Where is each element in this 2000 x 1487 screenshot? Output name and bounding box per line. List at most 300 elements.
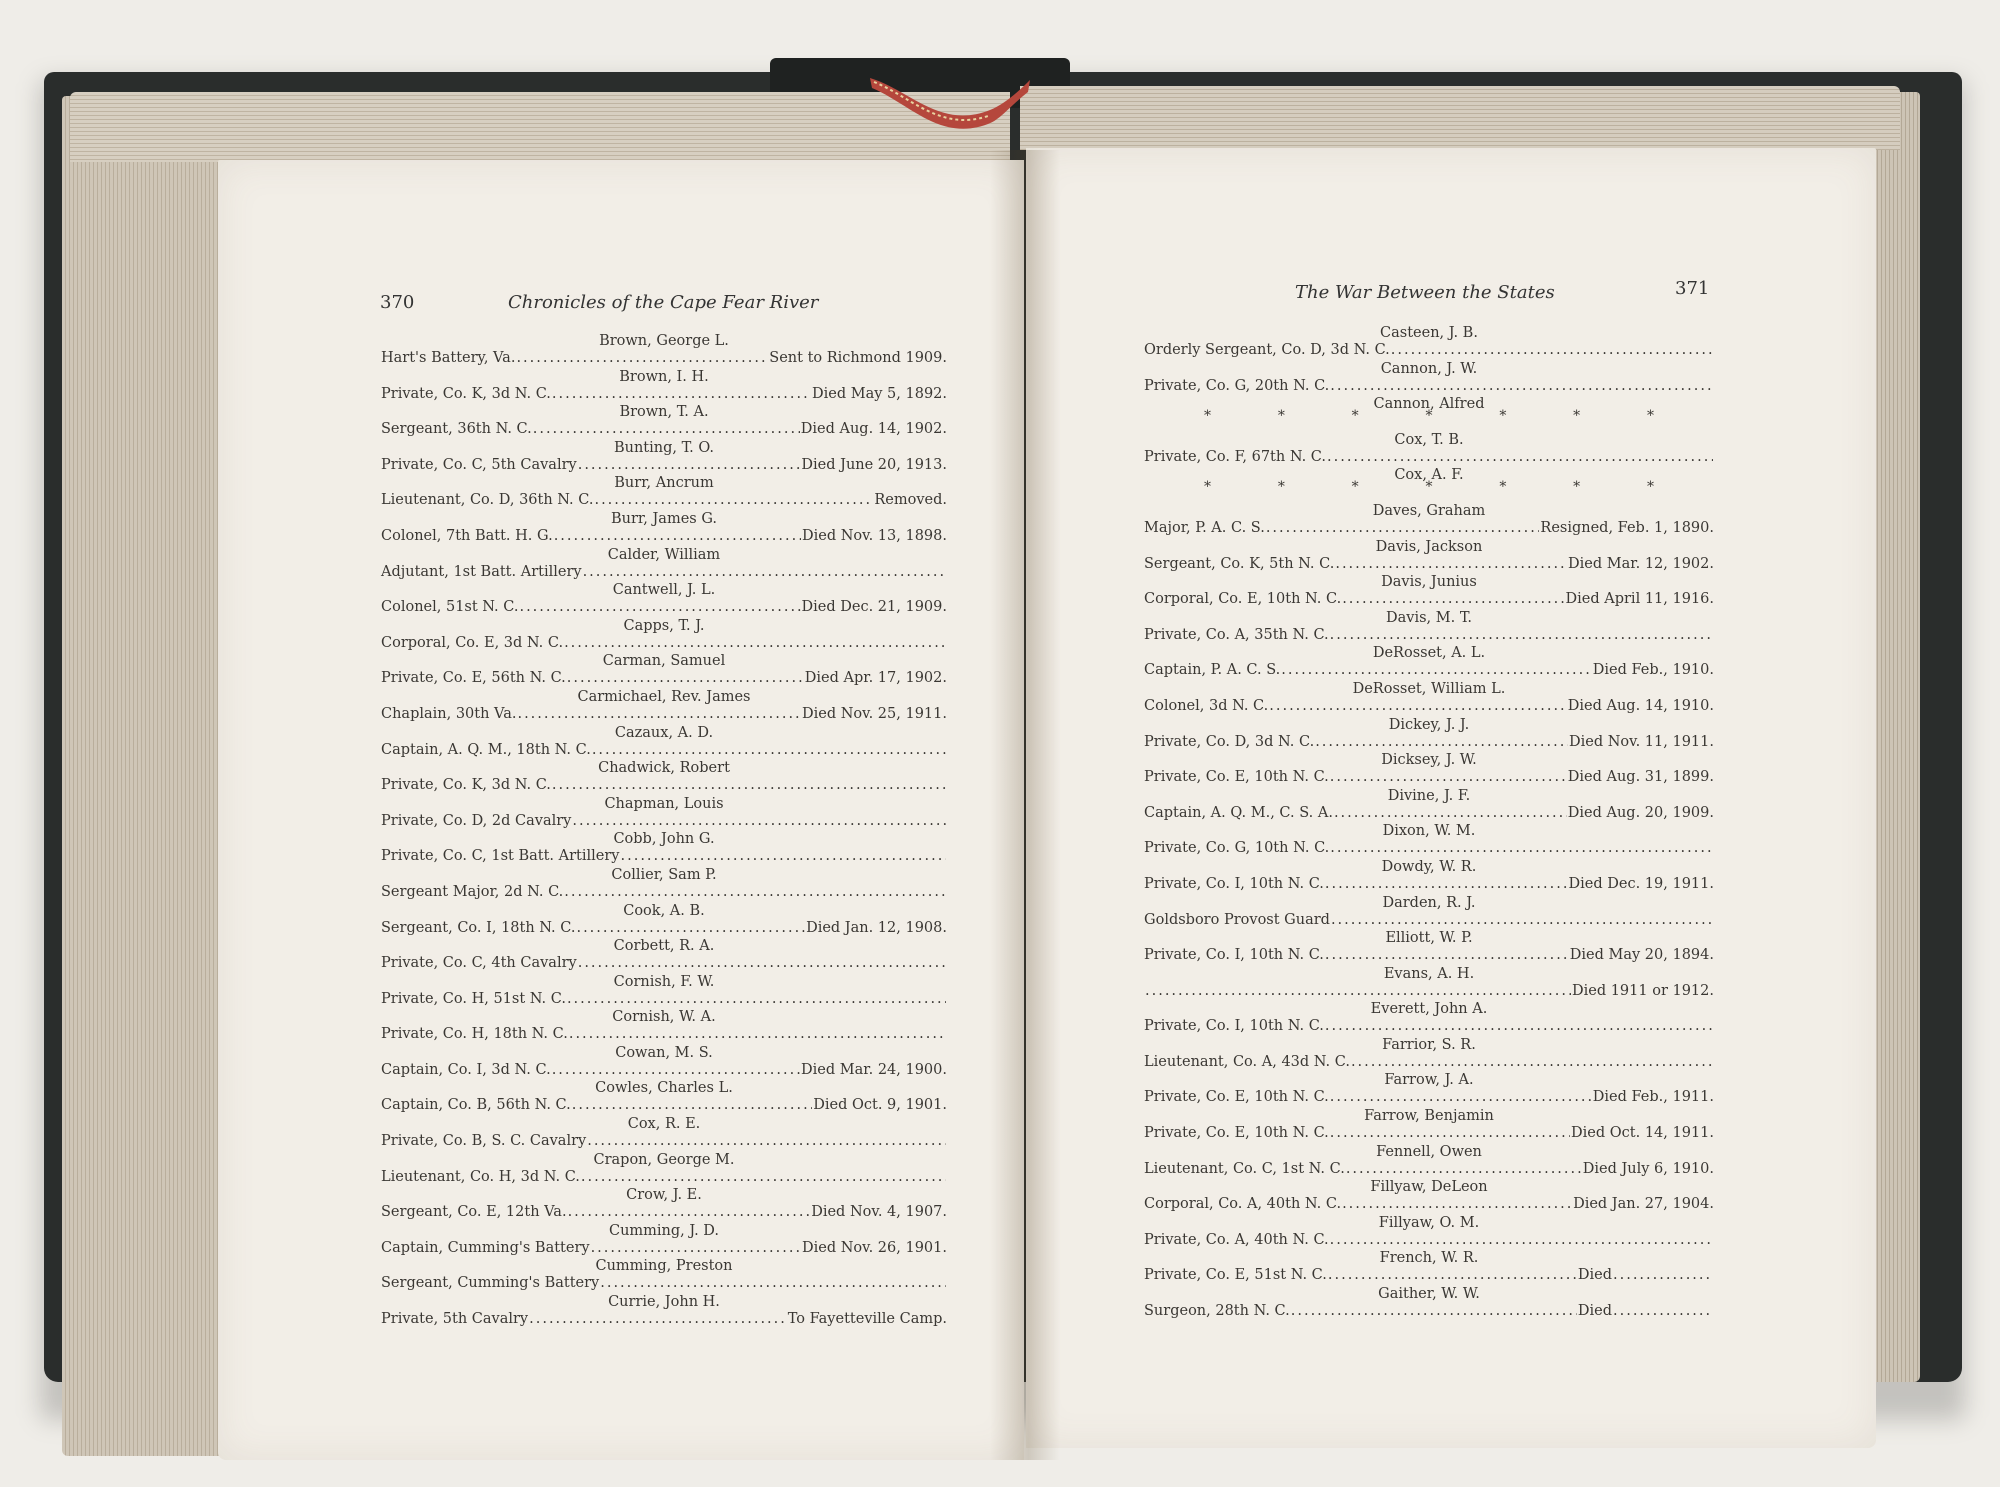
roster-entry	[381, 332, 947, 368]
soldier-name: Burr, James G.	[611, 510, 717, 527]
service-line	[381, 527, 947, 545]
dot-leader	[517, 705, 801, 723]
soldier-name: Dicksey, J. W.	[1381, 752, 1477, 769]
roster-entry	[1144, 1178, 1714, 1214]
roster-entry	[381, 688, 947, 724]
status-text: Died Feb., 1910.	[1592, 662, 1714, 679]
unit-rank: Private, Co. I, 10th N. C.	[1144, 875, 1324, 892]
status-text: Died Aug. 14, 1902.	[800, 421, 947, 438]
unit-rank: Captain, P. A. C. S.	[1144, 662, 1281, 679]
service-line	[1144, 448, 1714, 466]
roster-entry	[381, 1186, 947, 1222]
unit-rank: Private, Co. K, 3d N. C.	[381, 777, 551, 794]
asterisk: *	[1646, 479, 1654, 496]
dot-leader	[1613, 1302, 1713, 1320]
asterisk: *	[1499, 479, 1507, 496]
dot-leader	[587, 1132, 946, 1150]
dot-leader	[516, 349, 768, 367]
soldier-name: Cowan, M. S.	[615, 1044, 713, 1061]
asterisk: *	[1351, 408, 1359, 425]
roster-entry	[1144, 1285, 1714, 1321]
dot-leader	[1269, 697, 1567, 715]
unit-rank: Sergeant, Co. I, 18th N. C.	[381, 919, 576, 936]
dot-leader	[1315, 733, 1568, 751]
soldier-name: Gaither, W. W.	[1378, 1286, 1480, 1303]
status-text: Died Nov. 26, 1901.	[801, 1239, 947, 1256]
status-text: Died Oct. 14, 1911.	[1571, 1125, 1714, 1142]
unit-rank: Private, Co. H, 51st N. C.	[381, 990, 566, 1007]
soldier-name: French, W. R.	[1379, 1250, 1479, 1267]
roster-entry	[1144, 822, 1714, 858]
unit-rank: Adjutant, 1st Batt. Artillery	[381, 563, 582, 580]
dot-leader	[583, 563, 946, 581]
service-line	[381, 456, 947, 474]
roster-entry	[1144, 1249, 1714, 1285]
unit-rank: Lieutenant, Co. H, 3d N. C.	[381, 1168, 580, 1185]
left-running-title: Chronicles of the Cape Fear River	[508, 292, 819, 313]
asterisk: *	[1351, 479, 1359, 496]
soldier-name: Cox, A. F.	[1394, 467, 1464, 484]
status-text: To Fayetteville Camp.	[787, 1311, 947, 1328]
soldier-name: Cornish, F. W.	[613, 973, 715, 990]
dot-leader	[1346, 1160, 1582, 1178]
unit-rank: Lieutenant, Co. C, 1st N. C.	[1144, 1160, 1345, 1177]
status-text: Died Nov. 11, 1911.	[1568, 733, 1714, 750]
dot-leader	[568, 1203, 811, 1221]
service-line	[381, 1132, 947, 1150]
unit-rank: Hart's Battery, Va.	[381, 350, 516, 366]
soldier-name: Carman, Samuel	[602, 653, 726, 670]
roster-entry	[1144, 1000, 1714, 1036]
service-line	[381, 1310, 947, 1328]
status-text: Died Jan. 12, 1908.	[806, 919, 947, 936]
status-text: Died May 20, 1894.	[1569, 947, 1714, 964]
status-text: Died June 20, 1913.	[801, 456, 947, 473]
unit-rank: Surgeon, 28th N. C.	[1144, 1303, 1290, 1320]
roster-entry	[1144, 502, 1714, 538]
unit-rank: Private, Co. K, 3d N. C.	[381, 385, 551, 402]
soldier-name: Davis, Junius	[1381, 574, 1477, 591]
service-line	[381, 883, 947, 901]
dot-leader	[1351, 1053, 1713, 1071]
status-text: Died Dec. 21, 1909.	[801, 599, 947, 616]
dot-leader	[1281, 661, 1592, 679]
dot-leader	[1330, 1231, 1713, 1249]
soldier-name: Burr, Ancrum	[614, 475, 714, 492]
unit-rank: Colonel, 7th Batt. H. G.	[381, 527, 553, 544]
soldier-name: Bunting, T. O.	[613, 439, 715, 456]
service-line	[1144, 1017, 1714, 1035]
dot-leader	[1145, 982, 1571, 1000]
soldier-name: Carmichael, Rev. James	[577, 688, 751, 705]
service-line	[1144, 875, 1714, 893]
dot-leader	[519, 598, 800, 616]
roster-entry	[381, 830, 947, 866]
unit-rank: Captain, Co. I, 3d N. C.	[381, 1061, 551, 1078]
roster-entry	[381, 866, 947, 902]
soldier-name: Casteen, J. B.	[1380, 325, 1478, 341]
asterisk: *	[1425, 479, 1433, 496]
unit-rank: Private, Co. C, 1st Batt. Artillery	[381, 848, 620, 865]
unit-rank: Corporal, Co. E, 10th N. C.	[1144, 591, 1342, 608]
soldier-name: Davis, Jackson	[1375, 538, 1483, 555]
soldier-name: Chapman, Louis	[604, 795, 724, 812]
roster-entry	[381, 617, 947, 653]
unit-rank: Captain, A. Q. M., C. S. A.	[1144, 804, 1333, 821]
status-text: Died	[1577, 1267, 1612, 1284]
soldier-name: Divine, J. F.	[1387, 787, 1471, 804]
unit-rank: Orderly Sergeant, Co. D, 3d N. C.	[1144, 342, 1390, 358]
status-text: Died 1911 or 1912.	[1571, 982, 1714, 999]
dot-leader	[1330, 1124, 1570, 1142]
service-line	[1144, 341, 1714, 359]
dot-leader	[1613, 1266, 1713, 1284]
soldier-name: Farrior, S. R.	[1382, 1036, 1476, 1053]
status-text: Died Nov. 25, 1911.	[801, 705, 947, 722]
status-text: Died July 6, 1910.	[1582, 1160, 1714, 1177]
right-page-number: 371	[1675, 278, 1710, 299]
roster-entry	[1144, 609, 1714, 645]
asterisk-row	[1204, 407, 1654, 425]
soldier-name: Elliott, W. P.	[1385, 930, 1473, 947]
unit-rank: Captain, Co. B, 56th N. C.	[381, 1097, 571, 1114]
service-line	[381, 990, 947, 1008]
asterisk: *	[1425, 408, 1433, 425]
soldier-name: Brown, I. H.	[619, 368, 709, 385]
roster-entry	[381, 902, 947, 938]
service-line	[381, 847, 947, 865]
service-line	[381, 563, 947, 581]
unit-rank: Captain, Cumming's Battery	[381, 1239, 590, 1256]
roster-entry	[1144, 1071, 1714, 1107]
service-line	[1144, 1053, 1714, 1071]
status-text: Died Feb., 1911.	[1592, 1089, 1714, 1106]
asterisk: *	[1646, 408, 1654, 425]
dot-leader	[552, 385, 811, 403]
soldier-name: Fillyaw, DeLeon	[1370, 1179, 1488, 1196]
dot-leader	[567, 669, 804, 687]
dot-leader	[552, 1061, 800, 1079]
status-text: Removed.	[874, 492, 947, 509]
service-line	[381, 349, 947, 367]
unit-rank: Private, Co. G, 20th N. C.	[1144, 377, 1330, 394]
soldier-name: Darden, R. J.	[1382, 894, 1476, 911]
unit-rank: Private, Co. C, 4th Cavalry	[381, 955, 577, 972]
dot-leader	[576, 919, 805, 937]
service-line	[381, 669, 947, 687]
asterisk: *	[1204, 408, 1211, 425]
unit-rank: Private, Co. D, 3d N. C.	[1144, 733, 1315, 750]
roster-entry	[1144, 1036, 1714, 1072]
roster-entry	[381, 795, 947, 831]
roster-entry	[381, 1257, 947, 1293]
service-line	[1144, 733, 1714, 751]
roster-entry	[1144, 1143, 1714, 1179]
status-text: Died Dec. 19, 1911.	[1568, 875, 1714, 892]
unit-rank: Colonel, 51st N. C.	[381, 599, 519, 616]
unit-rank: Private, Co. A, 35th N. C.	[1144, 626, 1329, 643]
soldier-name: Chadwick, Robert	[598, 760, 730, 777]
dot-leader	[1391, 341, 1713, 359]
roster-entry	[381, 546, 947, 582]
unit-rank: Sergeant, Cumming's Battery	[381, 1275, 600, 1292]
unit-rank: Sergeant, Co. K, 5th N. C.	[1144, 555, 1335, 572]
service-line	[381, 1061, 947, 1079]
unit-rank: Major, P. A. C. S.	[1144, 519, 1265, 536]
dot-leader	[621, 847, 947, 865]
dot-leader	[1330, 768, 1567, 786]
service-line	[381, 954, 947, 972]
service-line	[381, 1025, 947, 1043]
unit-rank: Private, 5th Cavalry	[381, 1311, 529, 1328]
status-text: Died Mar. 24, 1900.	[801, 1061, 947, 1078]
roster-entry	[1144, 716, 1714, 752]
soldier-name: Crow, J. E.	[626, 1187, 702, 1204]
dot-leader	[529, 1310, 787, 1328]
dot-leader	[1330, 1088, 1592, 1106]
soldier-name: Cook, A. B.	[623, 902, 705, 919]
service-line	[1144, 804, 1714, 822]
dot-leader	[592, 741, 946, 759]
roster-entry	[1144, 858, 1714, 894]
roster-entry	[381, 724, 947, 760]
unit-rank: Chaplain, 30th Va.	[381, 705, 517, 722]
soldier-name: Cannon, J. W.	[1380, 360, 1478, 377]
unit-rank: Lieutenant, Co. A, 43d N. C.	[1144, 1053, 1350, 1070]
dot-leader	[1327, 448, 1713, 466]
status-text: Died Aug. 20, 1909.	[1567, 804, 1714, 821]
service-line	[381, 1168, 947, 1186]
roster-entry	[1144, 751, 1714, 787]
roster-entry	[381, 1008, 947, 1044]
right-roster-list	[1144, 324, 1714, 1321]
soldier-name: DeRosset, William L.	[1352, 680, 1506, 697]
unit-rank: Corporal, Co. E, 3d N. C.	[381, 634, 564, 651]
service-line	[381, 420, 947, 438]
roster-entry	[381, 1115, 947, 1151]
soldier-name: Cobb, John G.	[613, 831, 715, 848]
soldier-name: Cantwell, J. L.	[612, 582, 716, 599]
service-line	[1144, 839, 1714, 857]
dot-leader	[1325, 1017, 1713, 1035]
unit-rank: Sergeant Major, 2d N. C.	[381, 883, 564, 900]
soldier-name: Calder, William	[607, 546, 721, 563]
dot-leader	[1342, 590, 1564, 608]
status-text: Died Aug. 14, 1910.	[1567, 697, 1714, 714]
roster-entry	[381, 581, 947, 617]
service-line	[381, 598, 947, 616]
unit-rank: Private, Co. F, 67th N. C.	[1144, 448, 1326, 465]
service-line	[1144, 1302, 1714, 1320]
soldier-name: DeRosset, A. L.	[1372, 645, 1486, 662]
left-roster-list	[381, 332, 947, 1329]
dot-leader	[600, 1274, 946, 1292]
roster-entry	[1144, 395, 1714, 431]
unit-rank: Private, Co. C, 5th Cavalry	[381, 456, 577, 473]
service-line	[1144, 626, 1714, 644]
asterisk-row	[1204, 478, 1654, 496]
dot-leader	[1334, 804, 1567, 822]
soldier-name: Capps, T. J.	[623, 617, 705, 634]
service-line	[381, 705, 947, 723]
asterisk: *	[1277, 479, 1285, 496]
service-line	[381, 741, 947, 759]
left-page-number: 370	[380, 292, 415, 313]
dot-leader	[552, 776, 946, 794]
soldier-name: Currie, John H.	[608, 1294, 720, 1311]
roster-entry	[381, 652, 947, 688]
service-line	[1144, 555, 1714, 573]
service-line	[1144, 982, 1714, 1000]
asterisk: *	[1499, 408, 1507, 425]
unit-rank: Private, Co. E, 10th N. C.	[1144, 1125, 1329, 1142]
unit-rank: Private, Co. D, 2d Cavalry	[381, 812, 572, 829]
soldier-name: Evans, A. H.	[1383, 965, 1475, 982]
asterisk: *	[1573, 479, 1581, 496]
service-line	[1144, 1160, 1714, 1178]
dot-leader	[1330, 839, 1713, 857]
dot-leader	[572, 1096, 813, 1114]
top-edge-right	[1020, 86, 1900, 150]
service-line	[1144, 1088, 1714, 1106]
asterisk: *	[1204, 479, 1211, 496]
service-line	[381, 385, 947, 403]
service-line	[1144, 590, 1714, 608]
soldier-name: Brown, George L.	[599, 333, 729, 349]
roster-entry	[381, 1293, 947, 1329]
dot-leader	[569, 1025, 946, 1043]
dot-leader	[578, 954, 946, 972]
soldier-name: Cannon, Alfred	[1373, 396, 1485, 413]
roster-entry	[381, 759, 947, 795]
service-line	[381, 812, 947, 830]
soldier-name: Corbett, R. A.	[613, 938, 715, 955]
unit-rank: Private, Co. B, S. C. Cavalry	[381, 1133, 587, 1150]
soldier-name: Fillyaw, O. M.	[1378, 1214, 1480, 1231]
unit-rank: Private, Co. E, 51st N. C.	[1144, 1267, 1327, 1284]
dot-leader	[1325, 875, 1568, 893]
roster-entry	[1144, 1214, 1714, 1250]
dot-leader	[1266, 519, 1540, 537]
asterisk: *	[1277, 408, 1285, 425]
dot-leader	[567, 990, 946, 1008]
unit-rank: Colonel, 3d N. C.	[1144, 697, 1269, 714]
unit-rank: Private, Co. E, 10th N. C.	[1144, 769, 1329, 786]
service-line	[1144, 1195, 1714, 1213]
roster-entry	[381, 510, 947, 546]
soldier-name: Dowdy, W. R.	[1381, 858, 1477, 875]
soldier-name: Crapon, George M.	[593, 1151, 735, 1168]
roster-entry	[1144, 680, 1714, 716]
roster-entry	[381, 1044, 947, 1080]
dot-leader	[554, 527, 801, 545]
soldier-name: Collier, Sam P.	[611, 866, 717, 883]
roster-entry	[381, 1079, 947, 1115]
unit-rank: Private, Co. I, 10th N. C.	[1144, 1018, 1324, 1035]
roster-entry	[1144, 929, 1714, 965]
dot-leader	[1342, 1195, 1572, 1213]
page-edges-left	[62, 96, 222, 1456]
soldier-name: Brown, T. A.	[619, 404, 709, 421]
soldier-name: Farrow, J. A.	[1384, 1072, 1474, 1089]
service-line	[1144, 661, 1714, 679]
dot-leader	[1330, 626, 1713, 644]
service-line	[1144, 768, 1714, 786]
service-line	[381, 1096, 947, 1114]
service-line	[381, 919, 947, 937]
dot-leader	[1325, 946, 1569, 964]
unit-rank: Private, Co. G, 10th N. C.	[1144, 840, 1330, 857]
dot-leader	[564, 634, 946, 652]
unit-rank: Corporal, Co. A, 40th N. C.	[1144, 1196, 1342, 1213]
book-gutter	[990, 150, 1060, 1460]
right-running-title: The War Between the States	[1295, 282, 1555, 303]
roster-entry	[381, 973, 947, 1009]
unit-rank: Sergeant, Co. E, 12th Va.	[381, 1204, 567, 1221]
roster-entry	[1144, 894, 1714, 930]
roster-entry	[381, 368, 947, 404]
soldier-name: Davis, M. T.	[1386, 609, 1472, 626]
roster-entry	[381, 1151, 947, 1187]
service-line	[1144, 1124, 1714, 1142]
unit-rank: Sergeant, 36th N. C.	[381, 421, 532, 438]
dot-leader	[581, 1168, 946, 1186]
status-text: Died Nov. 13, 1898.	[801, 527, 947, 544]
soldier-name: Daves, Graham	[1372, 502, 1486, 519]
status-text: Died Nov. 4, 1907.	[811, 1204, 947, 1221]
roster-entry	[1144, 431, 1714, 467]
roster-entry	[1144, 538, 1714, 574]
roster-entry	[381, 1222, 947, 1258]
unit-rank: Private, Co. E, 10th N. C.	[1144, 1089, 1329, 1106]
dot-leader	[591, 1239, 801, 1257]
status-text: Died Jan. 27, 1904.	[1573, 1196, 1714, 1213]
soldier-name: Cazaux, A. D.	[614, 724, 714, 741]
dot-leader	[1331, 911, 1713, 929]
roster-entry	[1144, 360, 1714, 396]
dot-leader	[572, 812, 946, 830]
dot-leader	[1330, 377, 1713, 395]
service-line	[1144, 946, 1714, 964]
service-line	[381, 491, 947, 509]
top-edge-left	[70, 92, 1010, 162]
status-text: Died May 5, 1892.	[812, 385, 947, 402]
roster-entry	[1144, 1107, 1714, 1143]
unit-rank: Private, Co. A, 40th N. C.	[1144, 1231, 1329, 1248]
soldier-name: Dickey, J. J.	[1388, 716, 1470, 733]
unit-rank: Private, Co. H, 18th N. C.	[381, 1026, 568, 1043]
service-line	[381, 776, 947, 794]
service-line	[1144, 1266, 1714, 1284]
soldier-name: Cumming, Preston	[595, 1258, 733, 1275]
roster-entry	[381, 937, 947, 973]
roster-entry	[381, 474, 947, 510]
roster-entry	[1144, 324, 1714, 360]
asterisk: *	[1573, 408, 1581, 425]
status-text: Died Apr. 17, 1902.	[804, 670, 947, 687]
right-page-header	[1295, 278, 1715, 306]
status-text: Died April 11, 1916.	[1565, 591, 1714, 608]
unit-rank: Private, Co. I, 10th N. C.	[1144, 947, 1324, 964]
dot-leader	[594, 491, 873, 509]
status-text: Died Aug. 31, 1899.	[1567, 769, 1714, 786]
dot-leader	[578, 456, 801, 474]
dot-leader	[1328, 1266, 1577, 1284]
soldier-name: Cornish, W. A.	[612, 1009, 716, 1026]
bookmark-ribbon[interactable]	[870, 70, 1030, 160]
unit-rank: Private, Co. E, 56th N. C.	[381, 670, 566, 687]
dot-leader	[564, 883, 946, 901]
